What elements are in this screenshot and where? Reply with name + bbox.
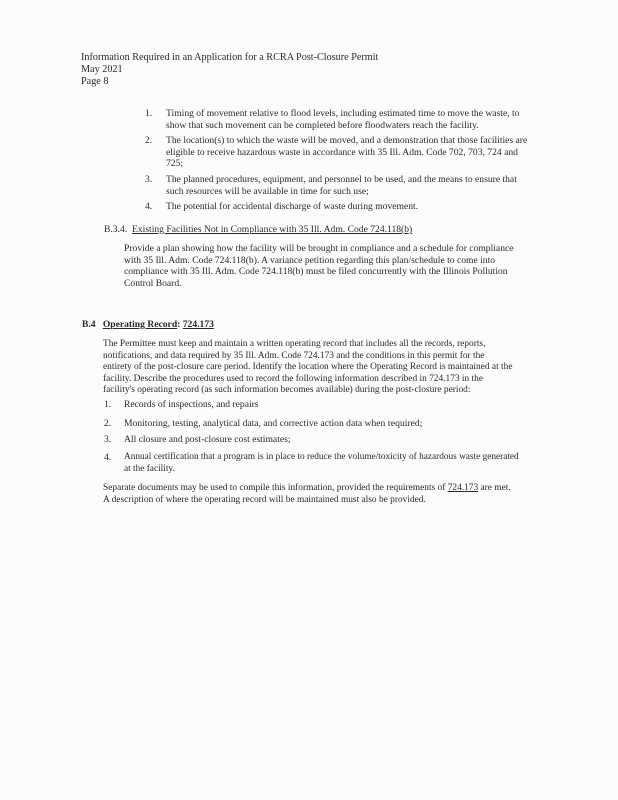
list-item-number: 1. <box>145 108 153 119</box>
list-item: Records of inspections, and repairs <box>124 399 259 410</box>
section-b334-body: Provide a plan showing how the facility will be brought in compliance and a schedule for compliance with 35 Ill. Adm. Code 724.118(b). A variance petition regarding this plan/schedule to come into compliance with 35 Ill. Adm. Code 724.118(b) must be filed concurrently with the Illinois Pollution Control Board. <box>124 243 514 289</box>
list-item: The planned procedures, equipment, and personnel to be used, and the means to ensure that such resources will be available in time for such use; <box>166 174 517 197</box>
list-item-number: 4. <box>104 452 112 463</box>
section-title: Operating Record <box>102 319 178 330</box>
list-item: Monitoring, testing, analytical data, and corrective action data when required; <box>124 418 423 429</box>
section-heading-b334 <box>104 224 412 236</box>
section-number: B.3.4. <box>104 224 128 235</box>
header-page-number: Page 8 <box>81 76 109 88</box>
list-item-number: 1. <box>104 399 112 410</box>
header-date: May 2021 <box>81 64 123 76</box>
closing-paragraph: Separate documents may be used to compile this information, provided the requirements of 724.173 are met. A description of where the operating record will be maintained must also be provided. <box>103 483 511 505</box>
list-item-number: 3. <box>104 434 112 445</box>
reference-link: 724.173 <box>447 483 479 493</box>
list-item: All closure and post-closure cost estimates; <box>124 434 291 445</box>
section-number: B.4 <box>82 319 96 330</box>
list-item: The potential for accidental discharge of waste during movement. <box>166 201 419 212</box>
list-item: Timing of movement relative to flood levels, including estimated time to move the waste, to show that such movement can be completed before floodwaters reach the facility. <box>166 108 520 131</box>
list-item-number: 2. <box>145 135 153 146</box>
list-item-number: 2. <box>104 418 112 429</box>
list-item: The location(s) to which the waste will be moved, and a demonstration that those facilities are eligible to receive hazardous waste in accordance with 35 Ill. Adm. Code 702, 703, 724 and 725; <box>166 135 528 170</box>
section-title-reference: 724.173 <box>182 319 214 330</box>
section-b4-body: The Permittee must keep and maintain a written operating record that includes all the records, reports, notifications, and data required by 35 Ill. Adm. Code 724.173 and the conditions in this permit for the entirety of the post-closure care period. Identify the location where the Operating Record is maintained at the facility. Describe the procedures used to record the following information described in 724.173 in the facility's operating record (as such information becomes available) during the post-closure period: <box>103 339 513 396</box>
header-title: Information Required in an Application for a RCRA Post-Closure Permit <box>81 52 379 63</box>
list-item: Annual certification that a program is in place to reduce the volume/toxicity of hazardous waste generated at the facility. <box>124 452 519 474</box>
section-heading-b4: B.4 Operating Record: 724.173 <box>82 319 214 330</box>
section-title: Existing Facilities Not in Compliance with 35 Ill. Adm. Code 724.118(b) <box>132 224 413 235</box>
list-item-number: 3. <box>145 174 153 185</box>
list-item-number: 4. <box>145 201 153 212</box>
page-header <box>81 52 378 89</box>
